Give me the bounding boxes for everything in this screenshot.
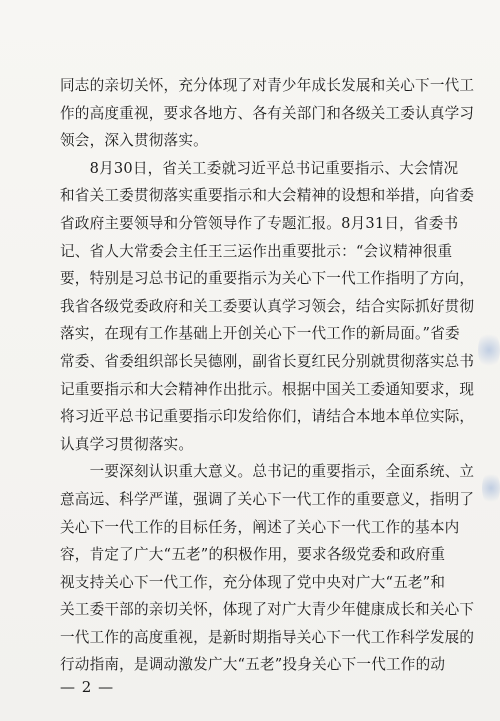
text-line: 将习近平总书记重要指示印发给你们，请结合本地本单位实际， xyxy=(60,408,475,426)
text-line: 8月30日，省关工委就习近平总书记重要指示、大会情况 xyxy=(60,159,459,177)
page-number: — 2 — xyxy=(60,678,115,696)
text-line: 意高远、科学严谨，强调了关心下一代工作的重要意义，指明了 xyxy=(60,490,475,508)
text-line: 记、省人大常委会主任王三运作出重要批示：“会议精神很重 xyxy=(60,242,453,260)
text-line: 认真学习贯彻落实。 xyxy=(60,435,194,453)
ink-stain xyxy=(482,470,500,506)
paragraph xyxy=(60,458,475,679)
paragraph xyxy=(60,155,475,459)
text-line: 常委、省委组织部长吴德刚，副省长夏红民分别就贯彻落实总书 xyxy=(60,352,475,370)
text-line: 容，肯定了广大“五老”的积极作用，要求各级党委和政府重 xyxy=(60,546,446,564)
text-line: 省政府主要领导和分管领导作了专题汇报。8月31日，省委书 xyxy=(60,214,459,232)
paragraph xyxy=(60,72,475,155)
text-line: 记重要指示和大会精神作出批示。根据中国关工委通知要求，现 xyxy=(60,380,475,398)
text-line: 落实，在现有工作基础上开创关心下一代工作的新局面。”省委 xyxy=(60,325,460,343)
text-line: 同志的亲切关怀，充分体现了对青少年成长发展和关心下一代工 xyxy=(60,77,475,94)
ink-stain xyxy=(478,330,500,370)
text-line: 作的高度重视，要求各地方、各有关部门和各级关工委认真学习 xyxy=(60,104,475,122)
text-line: 一代工作的高度重视，是新时期指导关心下一代工作科学发展的 xyxy=(60,628,475,646)
text-line: 关心下一代工作的目标任务，阐述了关心下一代工作的基本内 xyxy=(60,518,460,536)
text-line: 一要深刻认识重大意义。总书记的重要指示，全面系统、立 xyxy=(60,463,475,481)
text-line: 领会，深入贯彻落实。 xyxy=(60,132,208,150)
text-line: 要，特别是习总书记的重要指示为关心下一代工作指明了方向， xyxy=(60,270,475,288)
text-line: 和省关工委贯彻落实重要指示和大会精神的设想和举措，向省委 xyxy=(60,187,475,205)
text-line: 关工委干部的亲切关怀，体现了对广大青少年健康成长和关心下 xyxy=(60,601,475,619)
document-body xyxy=(60,72,475,679)
text-line: 视支持关心下一代工作，充分体现了党中央对广大“五老”和 xyxy=(60,573,446,591)
text-line: 我省各级党委政府和关工委要认真学习领会，结合实际抓好贯彻 xyxy=(60,297,475,315)
text-line: 行动指南，是调动激发广大“五老”投身关心下一代工作的动 xyxy=(60,656,446,674)
